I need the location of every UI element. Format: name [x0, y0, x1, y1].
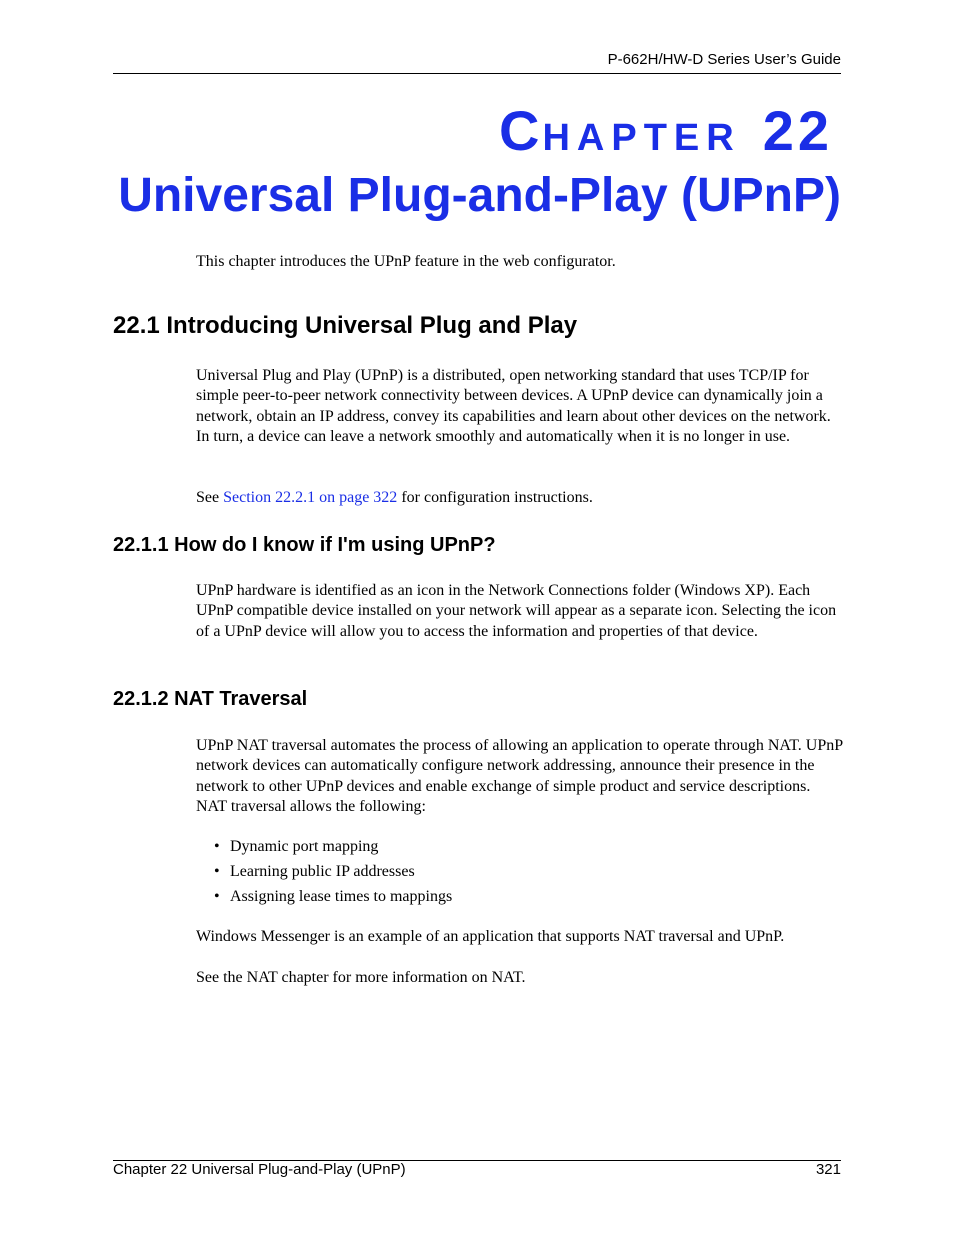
- section-heading-22-1: 22.1 Introducing Universal Plug and Play: [113, 312, 578, 339]
- header-divider: [113, 73, 841, 74]
- footer-chapter-title: Chapter 22 Universal Plug-and-Play (UPnP): [113, 1161, 406, 1178]
- chapter-label: [499, 96, 833, 173]
- chapter-label-rest: HAPTER: [542, 117, 741, 159]
- see-suffix: for configuration instructions.: [397, 489, 593, 506]
- chapter-label-initial: C: [499, 99, 543, 162]
- windows-messenger-paragraph: Windows Messenger is an example of an application that supports NAT traversal and UPnP.: [196, 928, 785, 945]
- section-heading-22-1-1: 22.1.1 How do I know if I'm using UPnP?: [113, 534, 496, 556]
- section-heading-22-1-2: 22.1.2 NAT Traversal: [113, 688, 308, 710]
- nat-traversal-list: [214, 837, 452, 912]
- chapter-title: Universal Plug-and-Play (UPnP): [118, 169, 841, 222]
- list-item: • Dynamic port mapping: [214, 837, 452, 862]
- list-item: • Assigning lease times to mappings: [214, 887, 452, 912]
- nat-chapter-paragraph: See the NAT chapter for more information on NAT.: [196, 969, 526, 986]
- see-prefix: See: [196, 489, 224, 506]
- page-number: 321: [815, 1161, 841, 1178]
- running-header: P-662H/HW-D Series User’s Guide: [607, 51, 841, 68]
- section-22-1-see-paragraph: [196, 488, 844, 508]
- section-22-1-2-paragraph: UPnP NAT traversal automates the process of allowing an application to operate through NAT. UPnP network devices can automatically configure network addressing, announce their presence in the network to other UPnP devices and enable exchange of simple product and service descriptions. NAT traversal allows the following:: [196, 737, 843, 815]
- section-22-1-paragraph: Universal Plug and Play (UPnP) is a distributed, open networking standard that uses TCP/IP for simple peer-to-peer network connectivity between devices. A UPnP device can dynamically join a network, obtain an IP address, convey its capabilities and learn about other devices on the network. In turn, a device can leave a network smoothly and automatically when it is no longer in use.: [196, 367, 831, 445]
- chapter-number: 22: [762, 99, 833, 162]
- section-22-2-1-link[interactable]: Section 22.2.1 on page 322: [223, 489, 398, 506]
- intro-paragraph: This chapter introduces the UPnP feature in the web configurator.: [196, 253, 616, 270]
- list-item: • Learning public IP addresses: [214, 862, 452, 887]
- section-22-1-1-paragraph: UPnP hardware is identified as an icon in the Network Connections folder (Windows XP). Each UPnP compatible device installed on your network will appear as a separate icon. Selecting the icon of a UPnP device will allow you to access the information and properties of that device.: [196, 582, 837, 640]
